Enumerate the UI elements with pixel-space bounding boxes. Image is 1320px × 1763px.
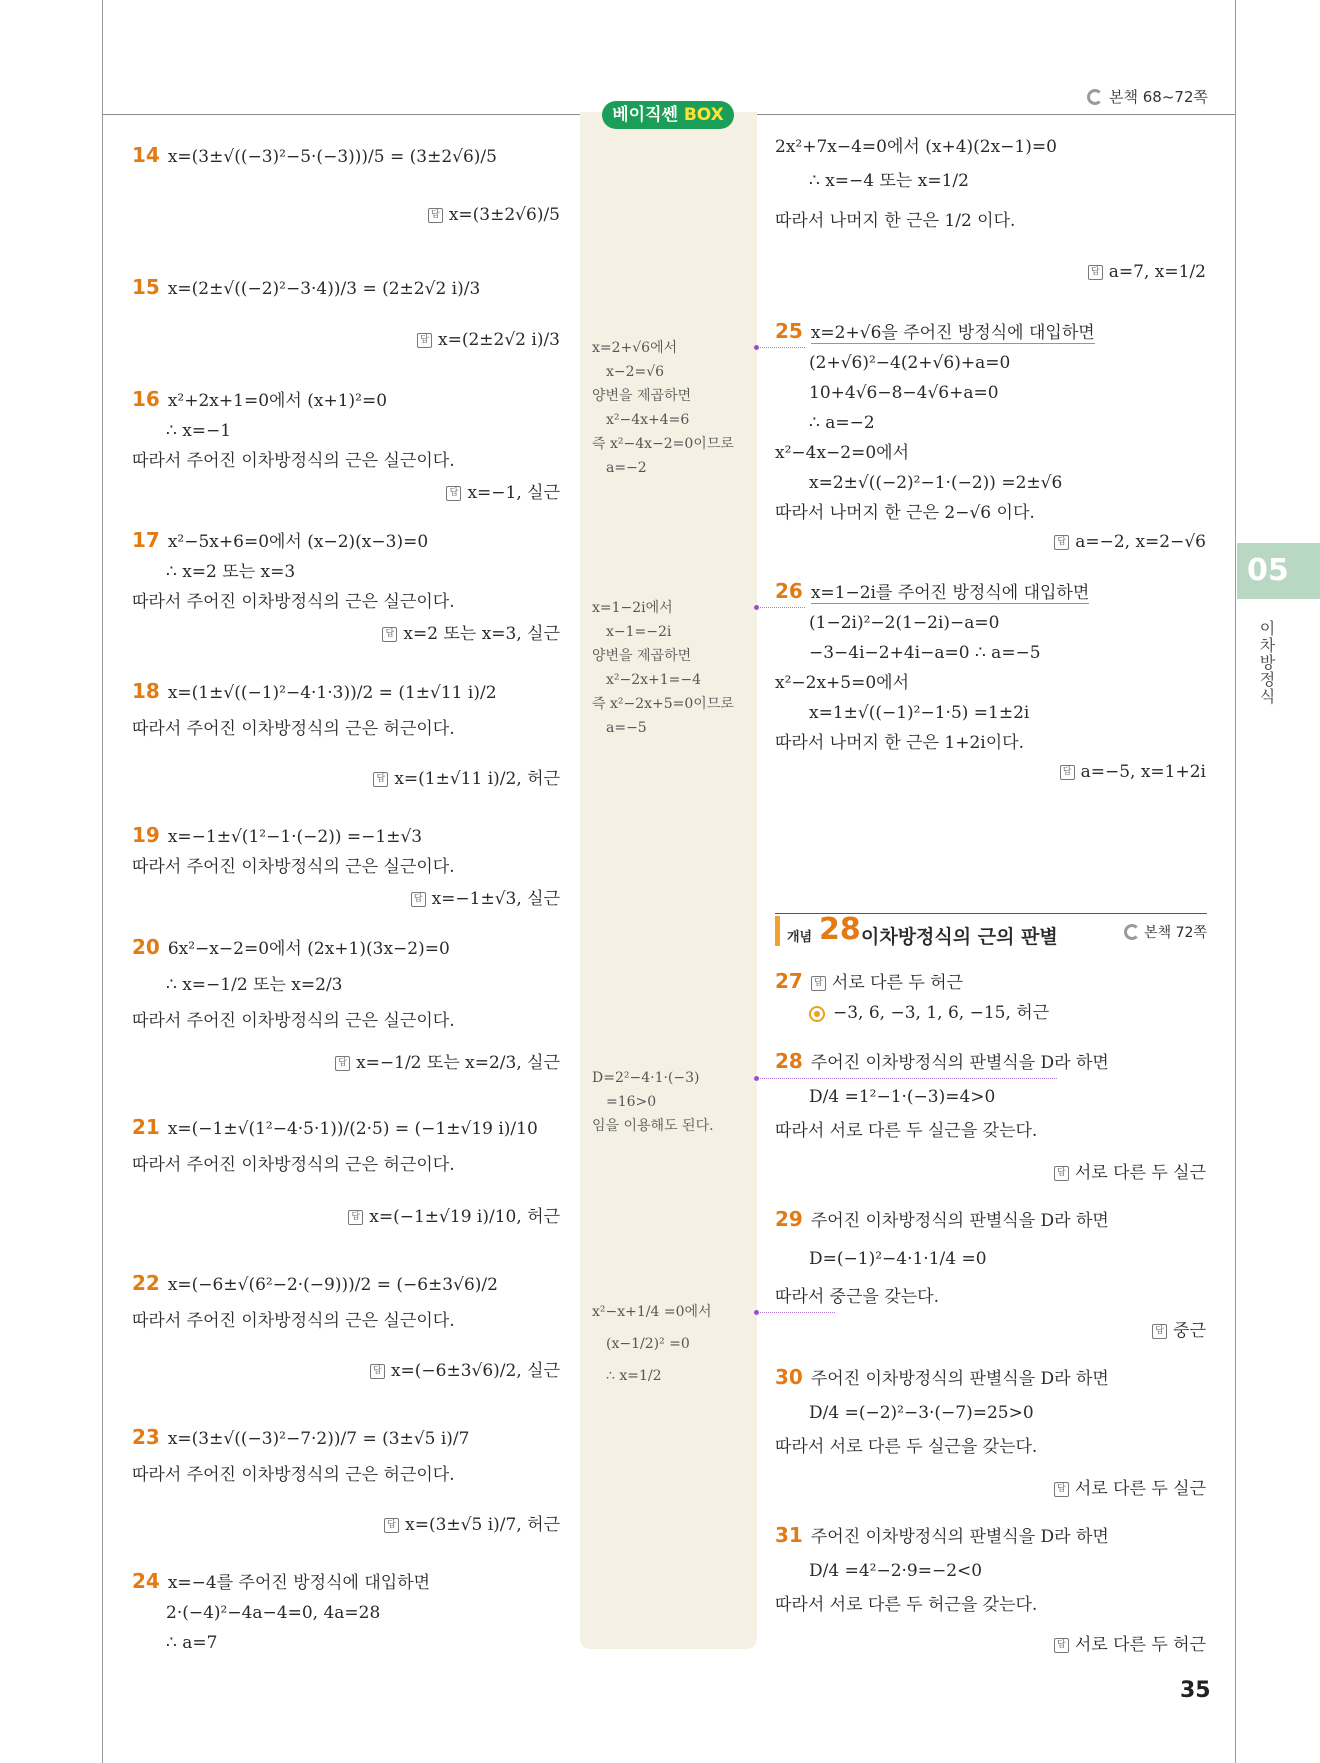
note-29: x²−x+1/4 =0에서 (x−1/2)² =0 ∴ x=1/2 (592, 1304, 712, 1384)
problem-15: 15 x=(2±√((−2)²−3·4))/3 = (2±2√2 i)/3 (132, 275, 481, 299)
answer-17: 답 x=2 또는 x=3, 실근 (382, 619, 560, 644)
problem-18: 18 x=(1±√((−1)²−4·1·3))/2 = (1±√11 i)/2 따라서 주어진 이차방정식의 근은 허근이다. (132, 679, 497, 739)
answer-23: 답 x=(3±√5 i)/7, 허근 (384, 1510, 560, 1535)
answer-29: 답 중근 (1152, 1316, 1206, 1341)
chapter-tab-label: 이차방정식 (1257, 620, 1276, 705)
problem-30: 30 주어진 이차방정식의 판별식을 D라 하면 D/4 =(−2)²−3·(−7)=25>0 따라서 서로 다른 두 실근을 갖는다. (775, 1365, 1109, 1457)
answer-25: 답 a=−2, x=2−√6 (1054, 532, 1206, 552)
answer-26: 답 a=−5, x=1+2i (1060, 762, 1206, 782)
answer-24: 답 a=7, x=1/2 (1088, 262, 1206, 282)
problem-27: 27 답 서로 다른 두 허근 −3, 6, −3, 1, 6, −15, 허근 (775, 969, 1050, 1023)
chapter-tab[interactable]: 05 (1237, 543, 1320, 599)
problem-23: 23 x=(3±√((−3)²−7·2))/7 = (3±√5 i)/7 따라서 주어진 이차방정식의 근은 허근이다. (132, 1425, 470, 1485)
problem-16: 16 x²+2x+1=0에서 (x+1)²=0 ∴ x=−1 따라서 주어진 이차방정식의 근은 실근이다. (132, 387, 455, 471)
problem-17: 17 x²−5x+6=0에서 (x−2)(x−3)=0 ∴ x=2 또는 x=3 따라서 주어진 이차방정식의 근은 실근이다. (132, 528, 455, 612)
problem-21: 21 x=(−1±√(1²−4·5·1))/(2·5) = (−1±√19 i)/10 따라서 주어진 이차방정식의 근은 허근이다. (132, 1115, 538, 1175)
header-page-ref: 본책 68~72쪽 (1087, 86, 1208, 107)
problem-31: 31 주어진 이차방정식의 판별식을 D라 하면 D/4 =4²−2·9=−2<0 따라서 서로 다른 두 허근을 갖는다. (775, 1523, 1109, 1615)
problem-29: 29 주어진 이차방정식의 판별식을 D라 하면 D=(−1)²−4·1·1/4 =0 따라서 중근을 갖는다. (775, 1207, 1109, 1307)
problem-25: 25 x=2+√6을 주어진 방정식에 대입하면 (2+√6)²−4(2+√6)+a=0 10+4√6−8−4√6+a=0 ∴ a=−2 x²−4x−2=0에서 x=2±√((−2)²−1·(−2)) =2±√6 따라서 나머지 한 근은 2−√6 이다. (775, 319, 1095, 523)
page-number: 35 (1180, 1678, 1211, 1703)
left-margin-line (102, 0, 103, 1763)
book-ref-icon (1087, 89, 1103, 105)
note-29-connector-dot (754, 1310, 759, 1315)
note-26-connector-dot (754, 605, 759, 610)
answer-16: 답 x=−1, 실근 (446, 478, 560, 503)
answer-19: 답 x=−1±√3, 실근 (411, 884, 560, 909)
answer-28: 답 서로 다른 두 실근 (1054, 1158, 1206, 1183)
answer-14: 답 x=(3±2√6)/5 (428, 205, 560, 225)
answer-21: 답 x=(−1±√19 i)/10, 허근 (348, 1202, 560, 1227)
note-25: x=2+√6에서 x−2=√6 양변을 제곱하면 x²−4x+4=6 즉 x²−4x−2=0이므로 a=−2 (592, 340, 734, 476)
answer-30: 답 서로 다른 두 실근 (1054, 1474, 1206, 1499)
problem-24-continued: 2x²+7x−4=0에서 (x+4)(2x−1)=0 ∴ x=−4 또는 x=1/2 따라서 나머지 한 근은 1/2 이다. (775, 137, 1057, 231)
note-26: x=1−2i에서 x−1=−2i 양변을 제곱하면 x²−2x+1=−4 즉 x²−2x+5=0이므로 a=−5 (592, 600, 734, 736)
problem-20: 20 6x²−x−2=0에서 (2x+1)(3x−2)=0 ∴ x=−1/2 또는 x=2/3 따라서 주어진 이차방정식의 근은 실근이다. (132, 935, 455, 1031)
answer-18: 답 x=(1±√11 i)/2, 허근 (373, 764, 560, 789)
right-margin-line (1235, 0, 1236, 1763)
answer-20: 답 x=−1/2 또는 x=2/3, 실근 (335, 1048, 560, 1073)
problem-24: 24 x=−4를 주어진 방정식에 대입하면 2·(−4)²−4a−4=0, 4a=28 ∴ a=7 (132, 1569, 431, 1653)
problem-19: 19 x=−1±√(1²−1·(−2)) =−1±√3 따라서 주어진 이차방정식의 근은 실근이다. (132, 823, 455, 877)
answer-22: 답 x=(−6±3√6)/2, 실근 (370, 1356, 560, 1381)
answer-15: 답 x=(2±2√2 i)/3 (417, 330, 560, 350)
problem-22: 22 x=(−6±√(6²−2·(−9)))/2 = (−6±3√6)/2 따라서 주어진 이차방정식의 근은 실근이다. (132, 1271, 498, 1331)
basic-box-badge: 베이직쎈 BOX (602, 101, 734, 129)
problem-26: 26 x=1−2i를 주어진 방정식에 대입하면 (1−2i)²−2(1−2i)−a=0 −3−4i−2+4i−a=0 ∴ a=−5 x²−2x+5=0에서 x=1±√((−1)²−1·5) =1±2i 따라서 나머지 한 근은 1+2i이다. (775, 579, 1090, 753)
concept-header: 개념 28 이차방정식의 근의 판별 본책 72쪽 (775, 913, 1207, 948)
concept-accent-bar (775, 916, 780, 946)
answer-31: 답 서로 다른 두 허근 (1054, 1630, 1206, 1655)
note-29-connector (757, 1312, 835, 1313)
problem-14: 14 x=(3±√((−3)²−5·(−3)))/5 = (3±2√6)/5 (132, 143, 497, 167)
problem-28: 28 주어진 이차방정식의 판별식을 D라 하면 D/4 =1²−1·(−3)=4>0 따라서 서로 다른 두 실근을 갖는다. (775, 1049, 1109, 1141)
concept-page-ref: 본책 72쪽 (1124, 922, 1207, 942)
note-25-connector-dot (754, 345, 759, 350)
target-icon (809, 1006, 825, 1022)
note-28-connector-dot (754, 1076, 759, 1081)
note-28: D=2²−4·1·(−3) =16>0 임을 이용해도 된다. (592, 1070, 714, 1134)
book-ref-icon (1124, 924, 1140, 940)
